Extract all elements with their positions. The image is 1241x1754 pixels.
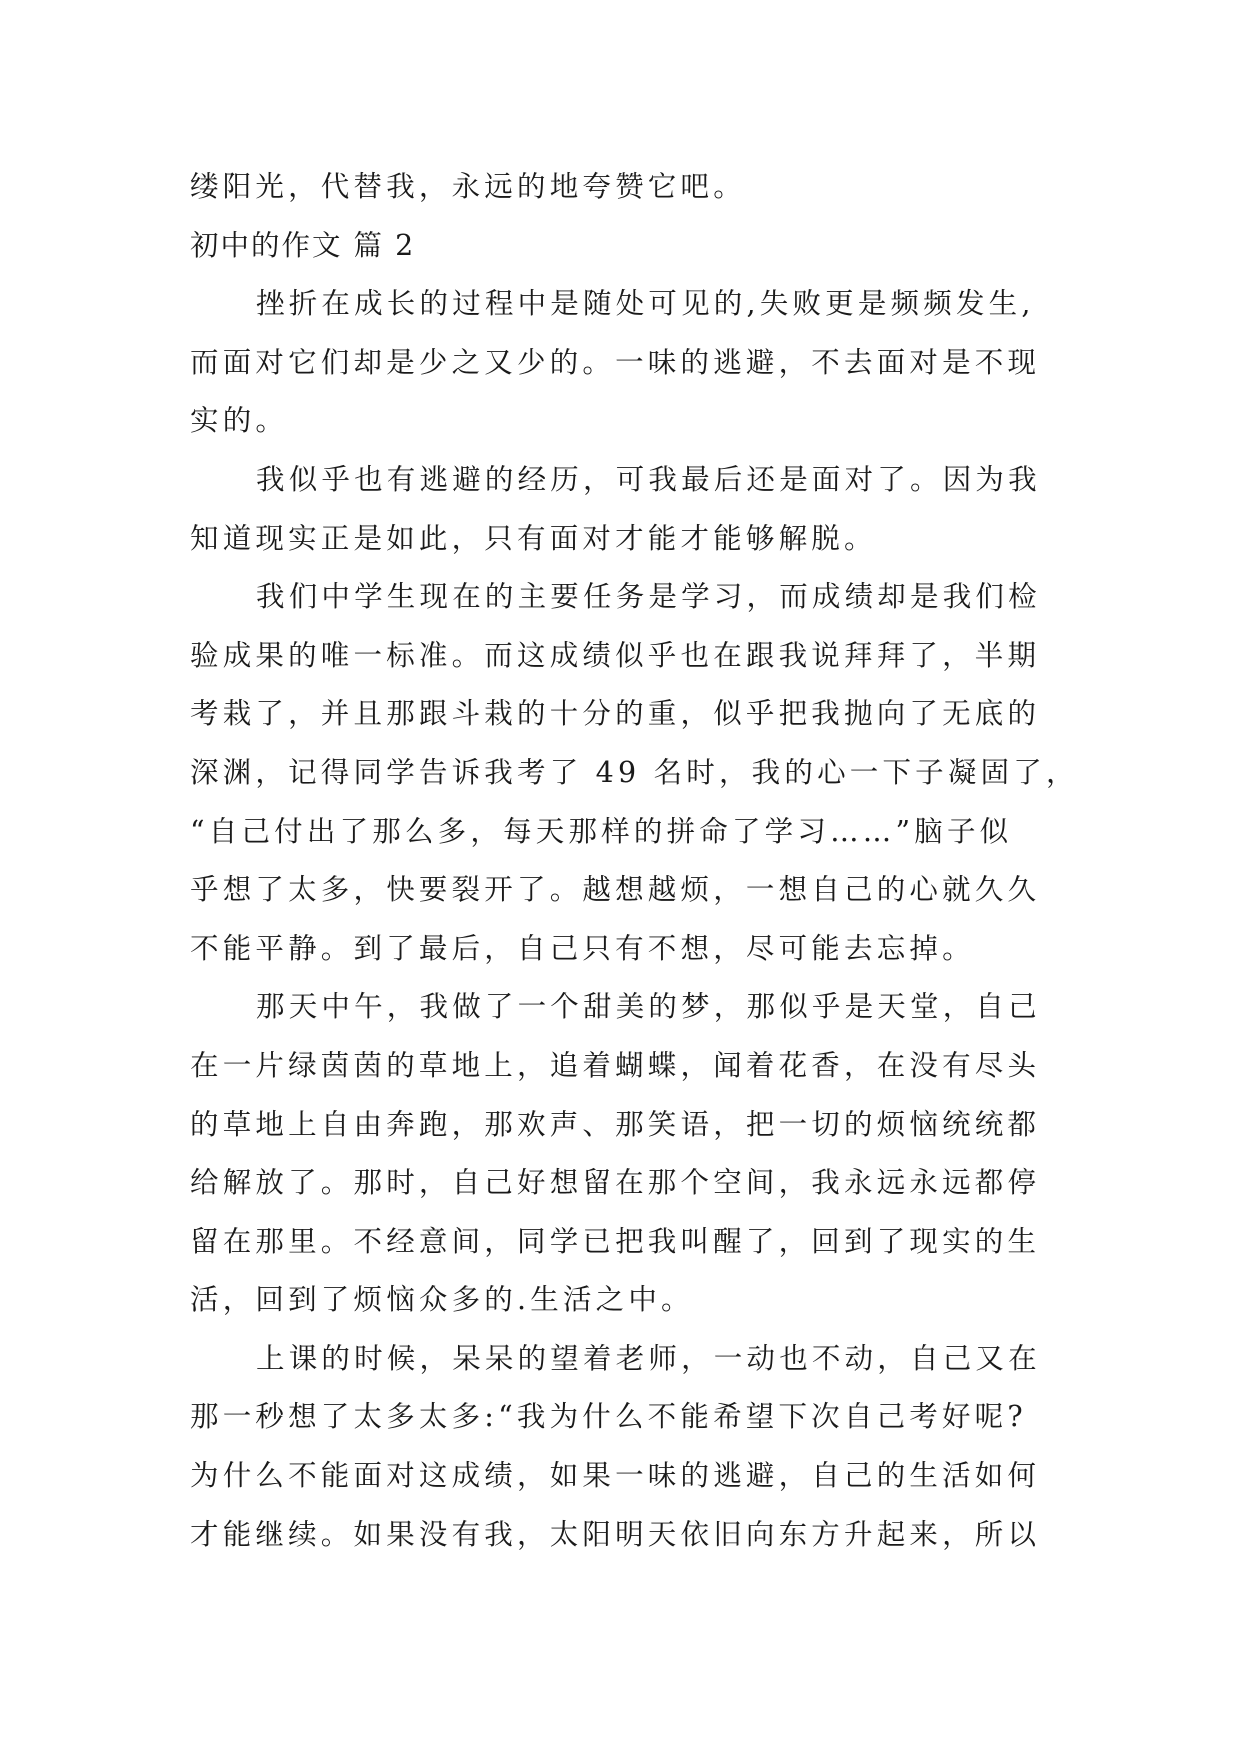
text-line: 乎想了太多，快要裂开了。越想越烦，一想自己的心就久久 bbox=[190, 873, 1041, 907]
text-line: 才能继续。如果没有我，太阳明天依旧向东方升起来，所以 bbox=[190, 1517, 1041, 1551]
text-line: 那一秒想了太多太多:“我为什么不能希望下次自己考好呢? bbox=[190, 1400, 1027, 1434]
text-line: 给解放了。那时，自己好想留在那个空间，我永远永远都停 bbox=[190, 1166, 1041, 1200]
text-line: 留在那里。不经意间，同学已把我叫醒了，回到了现实的生 bbox=[190, 1224, 1041, 1258]
text-line: 为什么不能面对这成绩，如果一味的逃避，自己的生活如何 bbox=[190, 1459, 1041, 1493]
text-line: 挫折在成长的过程中是随处可见的,失败更是频频发生, bbox=[256, 287, 1035, 321]
text-line: 我似乎也有逃避的经历，可我最后还是面对了。因为我 bbox=[256, 462, 1041, 496]
text-line: 在一片绿茵茵的草地上，追着蝴蝶，闻着花香，在没有尽头 bbox=[190, 1048, 1041, 1082]
essay-text bbox=[190, 158, 1090, 1564]
text-line: 实的。 bbox=[190, 404, 289, 438]
section-heading: 初中的作文 篇 2 bbox=[190, 228, 416, 262]
text-line: 的草地上自由奔跑，那欢声、那笑语，把一切的烦恼统统都 bbox=[190, 1107, 1041, 1141]
text-line: 缕阳光，代替我，永远的地夸赞它吧。 bbox=[190, 170, 746, 203]
text-line: 我们中学生现在的主要任务是学习，而成绩却是我们检 bbox=[256, 580, 1041, 614]
text-line: 知道现实正是如此，只有面对才能才能够解脱。 bbox=[190, 521, 877, 555]
text-line: 验成果的唯一标准。而这成绩似乎也在跟我说拜拜了，半期 bbox=[190, 638, 1041, 672]
text-line: 而面对它们却是少之又少的。一味的逃避，不去面对是不现 bbox=[190, 345, 1041, 379]
text-line: 深渊，记得同学告诉我考了 49 名时，我的心一下子凝固了， bbox=[190, 755, 1079, 789]
text-line: “自己付出了那么多，每天那样的拼命了学习……”脑子似 bbox=[190, 814, 1013, 848]
text-line: 活，回到了烦恼众多的.生活之中。 bbox=[190, 1283, 694, 1317]
text-line: 那天中午，我做了一个甜美的梦，那似乎是天堂，自己 bbox=[256, 990, 1041, 1024]
text-line: 考栽了，并且那跟斗栽的十分的重，似乎把我抛向了无底的 bbox=[190, 697, 1041, 731]
text-line: 上课的时候，呆呆的望着老师，一动也不动，自己又在 bbox=[256, 1341, 1041, 1375]
text-line: 不能平静。到了最后，自己只有不想，尽可能去忘掉。 bbox=[190, 931, 975, 965]
